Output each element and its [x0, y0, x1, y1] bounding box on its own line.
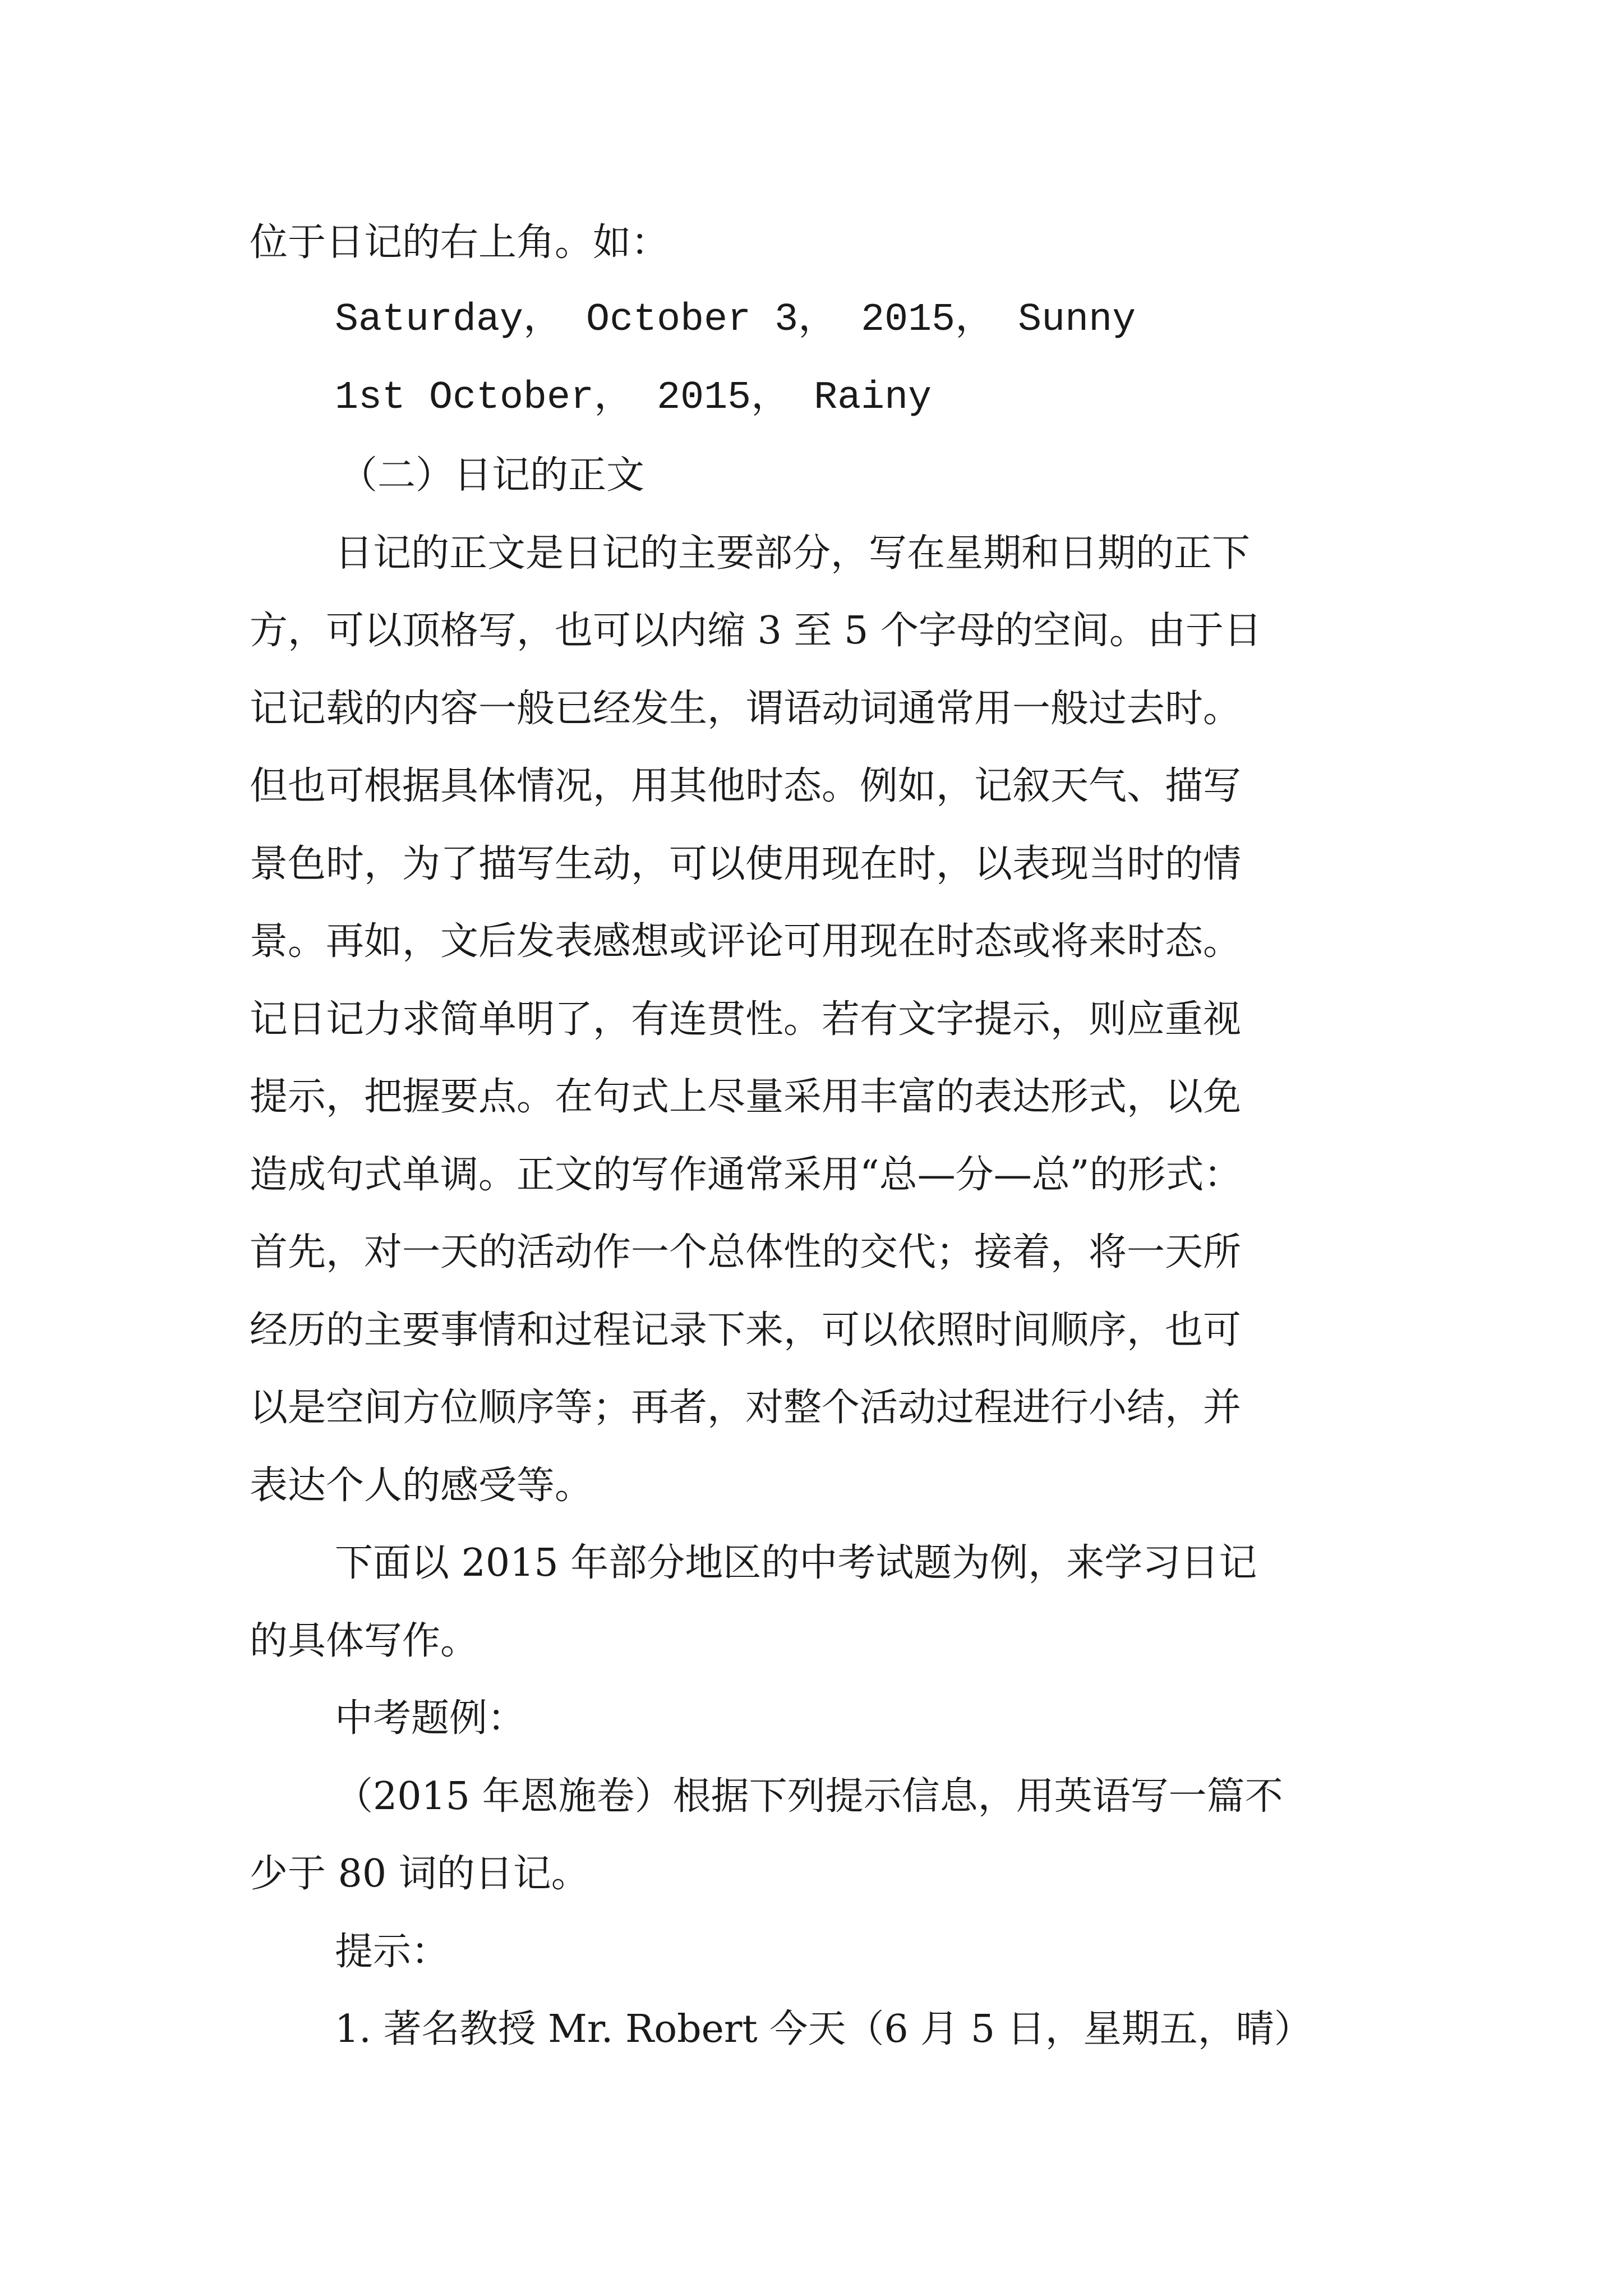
text-line: 景色时，为了描写生动，可以使用现在时，以表现当时的情: [250, 842, 1242, 886]
text-line: 以是空间方位顺序等；再者，对整个活动过程进行小结，并: [250, 1386, 1242, 1430]
text-line: 经历的主要事情和过程记录下来，可以依照时间顺序，也可: [250, 1308, 1242, 1352]
text-line: 提示，把握要点。在句式上尽量采用丰富的表达形式，以免: [250, 1075, 1242, 1119]
text-line: 造成句式单调。正文的写作通常采用“总—分—总”的形式：: [250, 1153, 1242, 1197]
text-line: 的具体写作。: [250, 1619, 479, 1663]
section-heading: （二）日记的正文: [339, 453, 645, 498]
text-line: 首先，对一天的活动作一个总体性的交代；接着，将一天所: [250, 1230, 1242, 1274]
text-line: 但也可根据具体情况，用其他时态。例如，记叙天气、描写: [250, 764, 1242, 808]
date-example-line: 1st October， 2015， Rainy: [335, 376, 932, 420]
text-line: 少于 80 词的日记。: [250, 1852, 589, 1896]
paragraph-first-line: （2015 年恩施卷）根据下列提示信息，用英语写一篇不: [335, 1774, 1283, 1819]
text-line: 表达个人的感受等。: [250, 1464, 593, 1508]
paragraph-first-line: 下面以 2015 年部分地区的中考试题为例，来学习日记: [335, 1541, 1257, 1585]
paragraph-first-line: 日记的正文是日记的主要部分，写在星期和日期的正下: [335, 531, 1251, 576]
hint-item: 1. 著名教授 Mr. Robert 今天（6 月 5 日，星期五，晴）: [335, 2007, 1312, 2051]
text-line: 记记载的内容一般已经发生，谓语动词通常用一般过去时。: [250, 687, 1242, 731]
text-line: 记日记力求简单明了，有连贯性。若有文字提示，则应重视: [250, 997, 1242, 1042]
text-line: 景。再如，文后发表感想或评论可用现在时态或将来时态。: [250, 919, 1242, 964]
hint-label: 提示：: [335, 1930, 450, 1974]
example-label: 中考题例：: [335, 1696, 526, 1741]
text-line: 方，可以顶格写，也可以内缩 3 至 5 个字母的空间。由于日: [250, 609, 1262, 653]
text-line: 位于日记的右上角。如：: [250, 220, 670, 265]
date-example-line: Saturday， October 3， 2015， Sunny: [335, 298, 1136, 342]
